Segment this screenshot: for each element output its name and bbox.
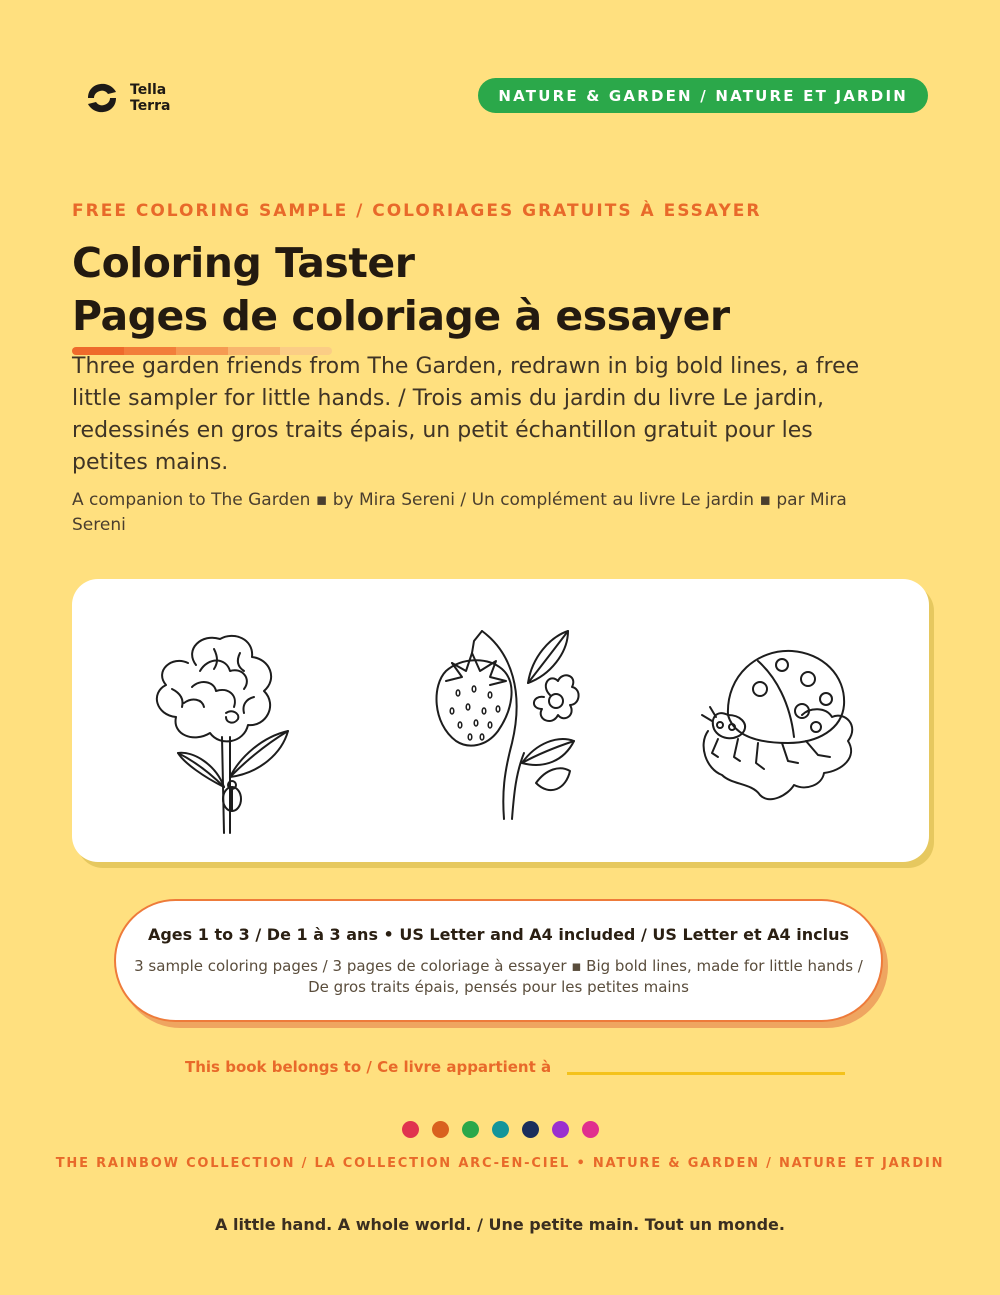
brand-name <box>130 82 170 114</box>
info-headline: Ages 1 to 3 / De 1 à 3 ans • US Letter and A4 included / US Letter et A4 inclus <box>147 925 850 944</box>
ladybug-icon <box>698 645 868 805</box>
swirl-s-logo-icon <box>84 80 120 116</box>
rainbow-dot-2 <box>432 1121 449 1138</box>
rainbow-dot-4 <box>492 1121 509 1138</box>
title-line-french: Pages de coloriage à essayer <box>72 292 730 340</box>
name-write-in-line <box>567 1072 845 1075</box>
collection-footer: THE RAINBOW COLLECTION / LA COLLECTION ARC-EN-CIEL • NATURE & GARDEN / NATURE ET JARDIN <box>55 1156 945 1171</box>
category-badge: NATURE & GARDEN / NATURE ET JARDIN <box>478 78 928 113</box>
rainbow-dot-5 <box>522 1121 539 1138</box>
byline: A companion to The Garden ▪ by Mira Sereni / Un complément au livre Le jardin ▪ par Mira Sereni <box>72 490 847 535</box>
intro-paragraph: Three garden friends from The Garden, redrawn in big bold lines, a free little sampler for little hands. / Trois amis du jardin du livre Le jardin, redessinés en gros traits épais, un petit échantillon gratuit pour les petites mains. <box>72 354 860 475</box>
brand-name-line1: Tella <box>130 82 167 98</box>
rainbow-dot-3 <box>462 1121 479 1138</box>
eyebrow-label: FREE COLORING SAMPLE / COLORIAGES GRATUITS À ESSAYER <box>72 201 762 221</box>
ownership-line <box>185 1058 845 1076</box>
title-line-english: Coloring Taster <box>72 239 415 287</box>
info-detail: 3 sample coloring pages / 3 pages de coloriage à essayer ▪ Big bold lines, made for little hands / De gros traits épais, pensés pour les petites mains <box>134 957 863 996</box>
coloring-samples-panel <box>72 579 929 862</box>
rainbow-dot-6 <box>552 1121 569 1138</box>
peony-flower-icon <box>144 627 294 837</box>
rainbow-dots <box>402 1121 599 1138</box>
product-info-card <box>114 899 883 1022</box>
rainbow-dot-7 <box>582 1121 599 1138</box>
strawberry-icon <box>432 623 582 823</box>
ownership-label: This book belongs to / Ce livre appartient à <box>185 1058 552 1076</box>
brand-logo <box>84 80 170 116</box>
page-title <box>72 237 730 343</box>
rainbow-dot-1 <box>402 1121 419 1138</box>
brand-name-line2: Terra <box>130 98 171 114</box>
tagline: A little hand. A whole world. / Une petite main. Tout un monde. <box>215 1215 785 1234</box>
